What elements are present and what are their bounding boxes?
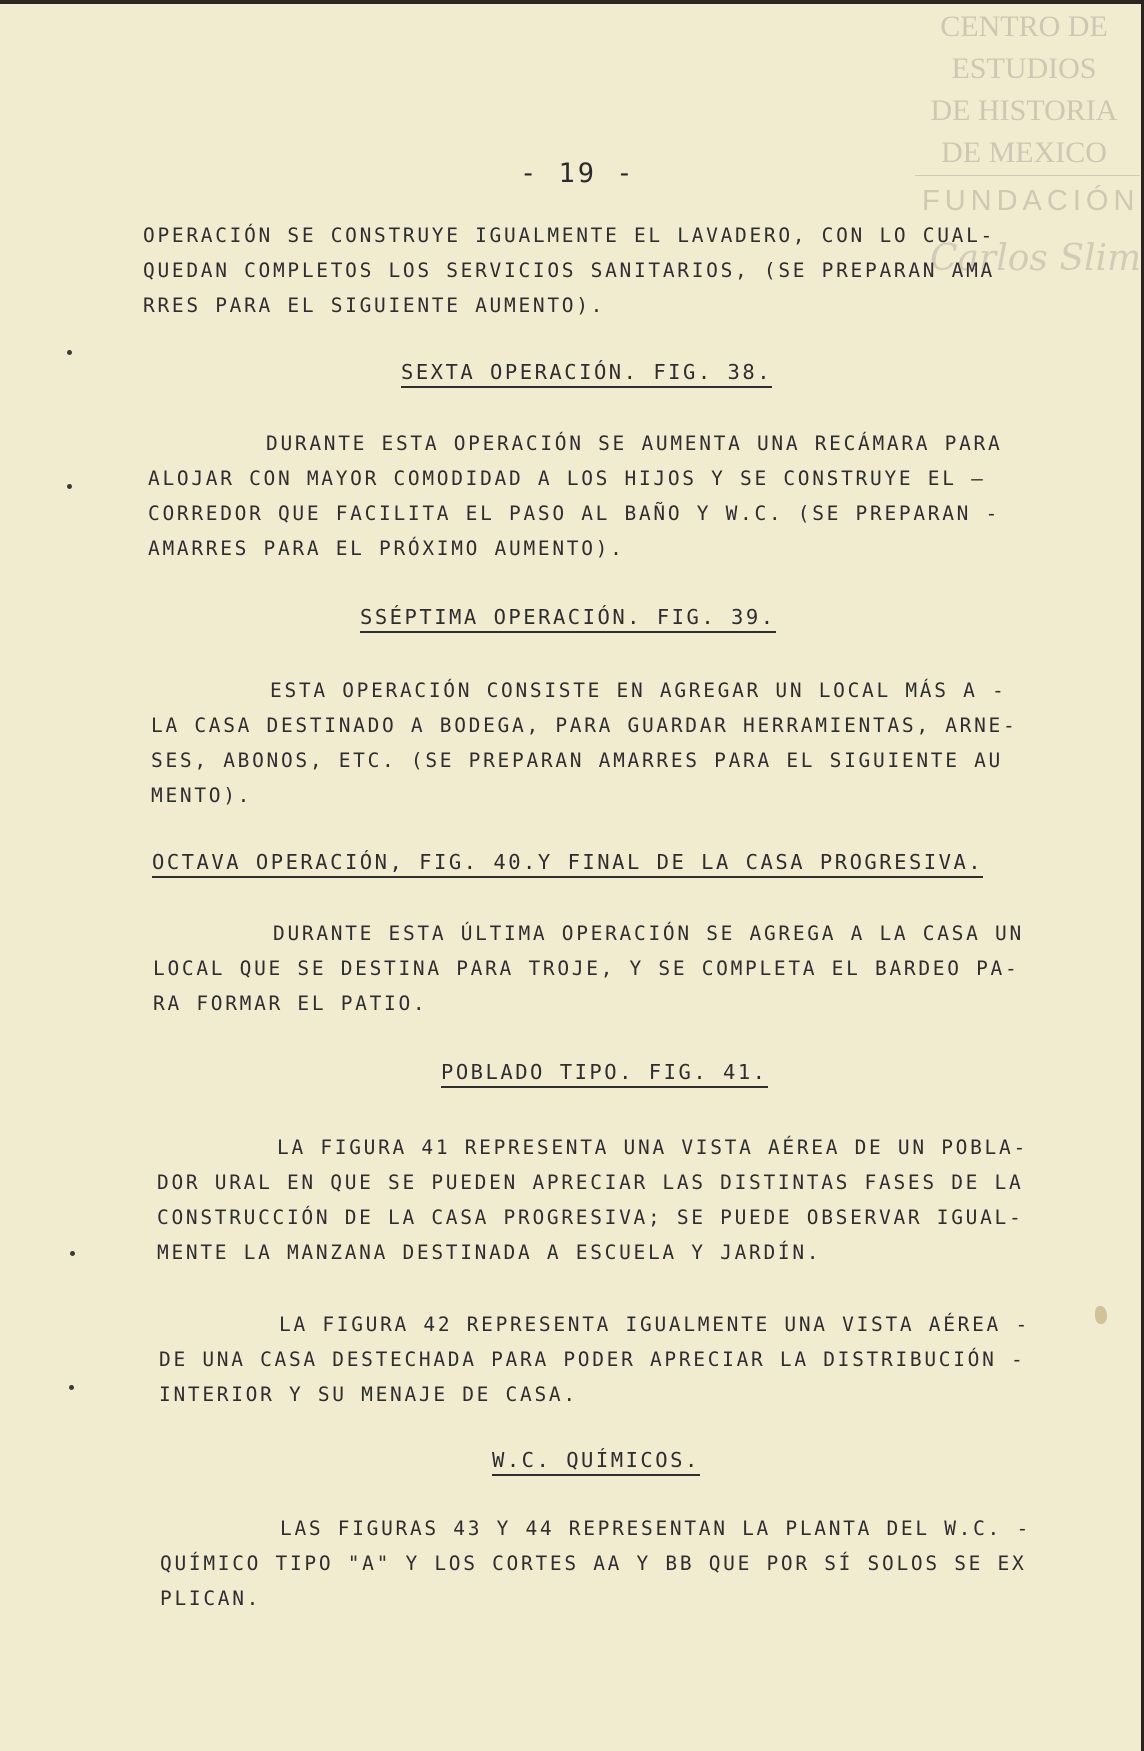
section-heading: W.C. QUÍMICOS. xyxy=(492,1448,700,1476)
text-line: DE UNA CASA DESTECHADA PARA PODER APRECIAR LA DISTRIBUCIÓN - xyxy=(159,1348,1026,1371)
text-line: LAS FIGURAS 43 Y 44 REPRESENTAN LA PLANTA DEL W.C. - xyxy=(280,1517,1031,1540)
text-line: ESTA OPERACIÓN CONSISTE EN AGREGAR UN LOCAL MÁS A - xyxy=(270,679,1007,702)
text-line: LOCAL QUE SE DESTINA PARA TROJE, Y SE COMPLETA EL BARDEO PA- xyxy=(153,957,1020,980)
text-line: SES, ABONOS, ETC. (SE PREPARAN AMARRES PARA EL SIGUIENTE AU xyxy=(151,749,1003,772)
section-heading: SSÉPTIMA OPERACIÓN. FIG. 39. xyxy=(360,605,776,633)
watermark-line: DE MEXICO xyxy=(941,136,1107,169)
text-line: RA FORMAR EL PATIO. xyxy=(153,992,428,1015)
text-line: DOR URAL EN QUE SE PUEDEN APRECIAR LAS DISTINTAS FASES DE LA xyxy=(157,1171,1024,1194)
text-line: DURANTE ESTA ÚLTIMA OPERACIÓN SE AGREGA A LA CASA UN xyxy=(273,922,1024,945)
scan-edge-top xyxy=(0,0,1144,4)
text-line: OPERACIÓN SE CONSTRUYE IGUALMENTE EL LAVADERO, CON LO CUAL- xyxy=(143,224,995,247)
text-line: QUÍMICO TIPO "A" Y LOS CORTES AA Y BB QUE POR SÍ SOLOS SE EX xyxy=(160,1552,1027,1575)
section-heading: OCTAVA OPERACIÓN, FIG. 40.Y FINAL DE LA CASA PROGRESIVA. xyxy=(152,850,983,878)
watermark-signature: Carlos Slim xyxy=(930,238,1142,279)
text-line: LA CASA DESTINADO A BODEGA, PARA GUARDAR HERRAMIENTAS, ARNE- xyxy=(151,714,1018,737)
watermark-archive-name xyxy=(908,6,1140,174)
punch-mark xyxy=(69,1385,74,1390)
text-line: RRES PARA EL SIGUIENTE AUMENTO). xyxy=(143,294,606,317)
punch-mark xyxy=(67,484,72,489)
text-line: QUEDAN COMPLETOS LOS SERVICIOS SANITARIOS, (SE PREPARAN AMA xyxy=(143,259,995,282)
text-line: CONSTRUCCIÓN DE LA CASA PROGRESIVA; SE PUEDE OBSERVAR IGUAL- xyxy=(157,1206,1024,1229)
watermark-line: DE HISTORIA xyxy=(930,94,1118,127)
watermark-rule xyxy=(915,175,1140,176)
punch-mark xyxy=(70,1251,75,1256)
section-heading: POBLADO TIPO. FIG. 41. xyxy=(441,1060,768,1088)
text-line: MENTE LA MANZANA DESTINADA A ESCUELA Y JARDÍN. xyxy=(157,1241,822,1264)
watermark-foundation: FUNDACIÓN xyxy=(922,185,1140,217)
paper-stain xyxy=(1095,1306,1107,1324)
text-line: LA FIGURA 42 REPRESENTA IGUALMENTE UNA VISTA AÉREA - xyxy=(279,1313,1030,1336)
punch-mark xyxy=(67,350,72,355)
text-line: MENTO). xyxy=(151,784,253,807)
page-number: - 19 - xyxy=(520,158,636,189)
text-line: CORREDOR QUE FACILITA EL PASO AL BAÑO Y W.C. (SE PREPARAN - xyxy=(148,502,1000,525)
text-line: ALOJAR CON MAYOR COMODIDAD A LOS HIJOS Y SE CONSTRUYE EL — xyxy=(148,467,986,490)
text-line: PLICAN. xyxy=(160,1587,262,1610)
text-line: AMARRES PARA EL PRÓXIMO AUMENTO). xyxy=(148,537,625,560)
text-line: LA FIGURA 41 REPRESENTA UNA VISTA AÉREA DE UN POBLA- xyxy=(277,1136,1028,1159)
section-heading: SEXTA OPERACIÓN. FIG. 38. xyxy=(401,360,772,388)
text-line: DURANTE ESTA OPERACIÓN SE AUMENTA UNA RECÁMARA PARA xyxy=(266,432,1003,455)
text-line: INTERIOR Y SU MENAJE DE CASA. xyxy=(159,1383,578,1406)
watermark-line: ESTUDIOS xyxy=(951,52,1097,85)
watermark-line: CENTRO DE xyxy=(940,10,1108,43)
